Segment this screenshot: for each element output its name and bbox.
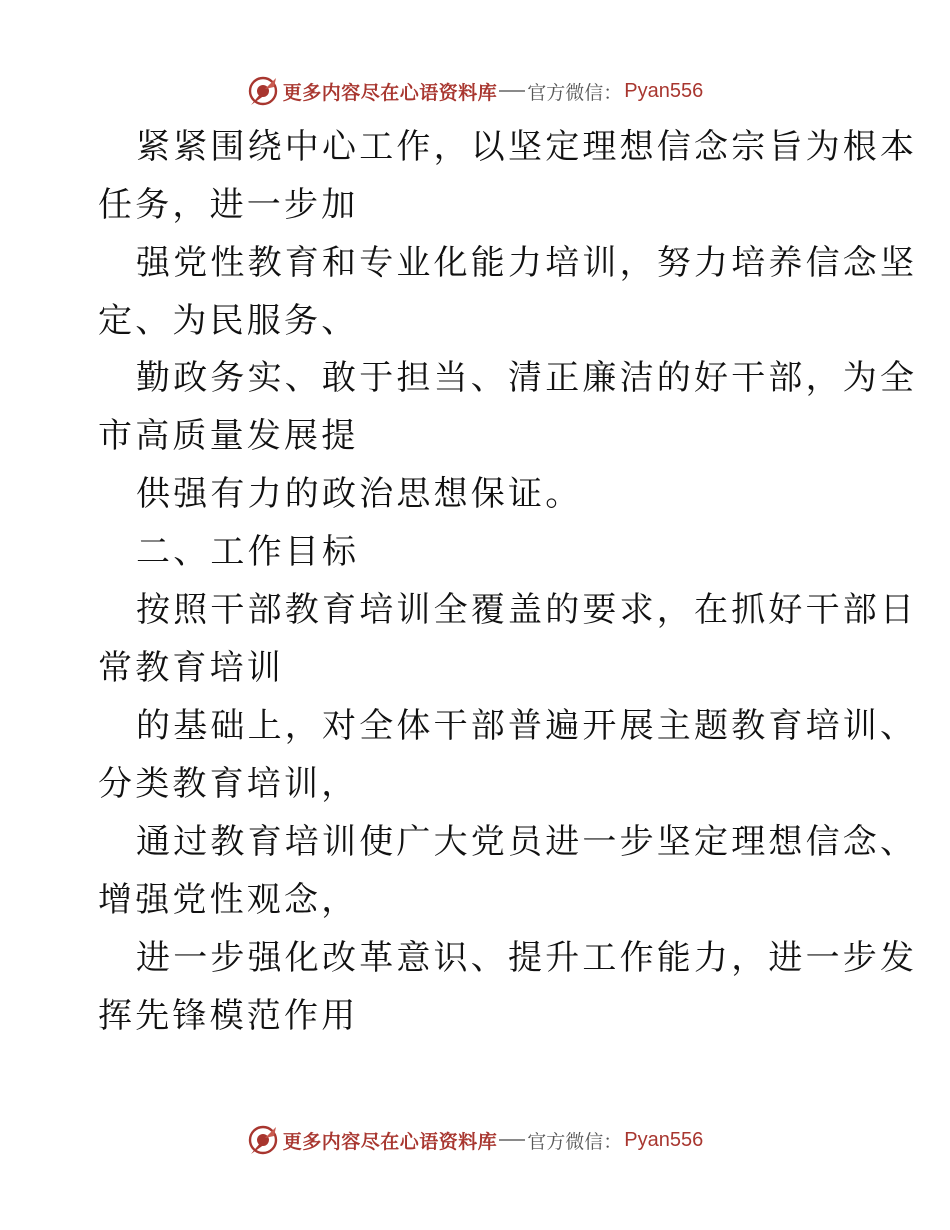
header-watermark — [0, 71, 950, 111]
watermark-dash — [499, 90, 525, 92]
text-line: 分类教育培训， — [98, 764, 359, 804]
text-line: 增强党性观念， — [98, 880, 359, 920]
watermark-wechat-id: Pyan556 — [624, 1128, 704, 1151]
quill-logo-icon — [247, 1124, 279, 1156]
text-line: 按照干部教育培训全覆盖的要求，在抓好干部日 — [136, 590, 918, 630]
text-line: 供强有力的政治思想保证。 — [136, 474, 583, 514]
watermark-site-text: 更多内容尽在心语资料库 — [282, 81, 498, 104]
text-line: 进一步强化改革意识、提升工作能力，进一步发 — [136, 938, 918, 978]
text-line: 定、为民服务、 — [98, 301, 359, 341]
watermark-wechat-id: Pyan556 — [624, 79, 704, 102]
text-line: 的基础上，对全体干部普遍开展主题教育培训、 — [136, 706, 918, 746]
watermark-official-label: 官方微信： — [527, 1130, 623, 1153]
footer-watermark — [0, 1120, 950, 1160]
watermark-dash — [499, 1139, 525, 1141]
text-line: 勤政务实、敢于担当、清正廉洁的好干部，为全 — [136, 358, 918, 398]
quill-logo-icon — [247, 75, 279, 107]
watermark-site-text: 更多内容尽在心语资料库 — [282, 1130, 498, 1153]
text-line: 紧紧围绕中心工作，以坚定理想信念宗旨为根本 — [136, 127, 918, 167]
watermark-official-label: 官方微信： — [527, 81, 623, 104]
text-line: 常教育培训 — [98, 648, 284, 688]
text-line: 通过教育培训使广大党员进一步坚定理想信念、 — [136, 822, 918, 862]
section-heading: 二、工作目标 — [136, 532, 360, 572]
text-line: 市高质量发展提 — [98, 416, 359, 456]
text-line: 强党性教育和专业化能力培训，努力培养信念坚 — [136, 243, 918, 283]
text-line: 挥先锋模范作用 — [98, 996, 359, 1036]
text-line: 任务，进一步加 — [98, 185, 359, 225]
